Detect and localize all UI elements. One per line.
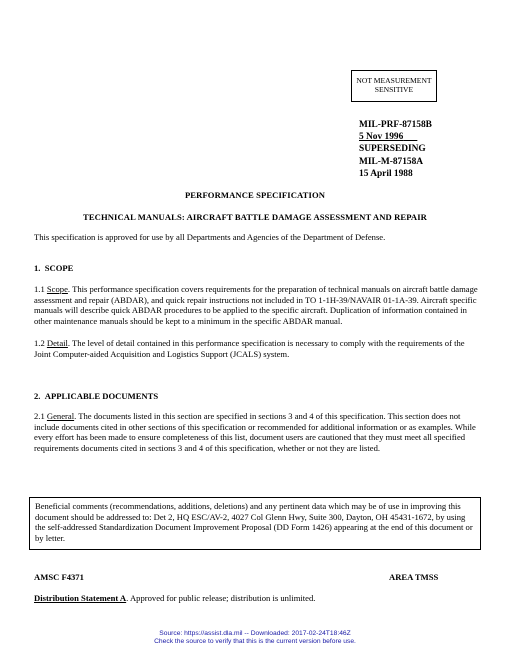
approval-paragraph: This specification is approved for use by all Departments and Agencies of the Department of Defense.: [34, 232, 386, 242]
beneficial-comments-box: [29, 497, 481, 550]
section-1-number: 1.: [34, 263, 41, 273]
p12-number: 1.2: [34, 338, 45, 348]
comment-box-text: Beneficial comments (recommendations, additions, deletions) and any pertinent data which may be of use in improving this document should be addressed to: Det 2, HQ ESC/AV-2, 4027 Col Glenn Hwy, Suite 300, Dayton, OH 45431-1672, by using the self-addressed Standardization Document Improvement Proposal (DD Form 1426) appearing at the end of this document or by letter.: [35, 501, 473, 543]
p11-number: 1.1: [34, 284, 45, 294]
p11-title: Scope: [46, 284, 68, 294]
section-2-heading: [34, 391, 158, 402]
superseded-date: 15 April 1988: [359, 168, 413, 179]
section-1-title: SCOPE: [44, 263, 74, 273]
paragraph-2-1: [34, 411, 480, 453]
p21-text: . The documents listed in this section are specified in sections 3 and 4 of this specification. This section does not include documents cited in other sections of this specification or recommended for additional information or as examples. While every effort has been made to ensure completeness of this list, document users are cautioned that they must meet all specified requirements documents cited in sections 3 and 4 of this specification, whether or not they are listed.: [34, 411, 476, 453]
section-1-heading: [34, 263, 73, 274]
p11-text: . This performance specification covers requirements for the preparation of technical manuals on aircraft battle damage assessment and repair (ABDAR), and quick repair instructions not included in TO 1-1H-39/NAVAIR 01-1A-39. Aircraft specific manuals will describe quick ABDAR procedures to be applied to the specific aircraft. Duplication of information contained in other maintenance manuals should be kept to a minimum in the specific ABDAR manual.: [34, 284, 478, 326]
doc-number: MIL-PRF-87158B: [359, 120, 432, 130]
source-line-2: Check the source to verify that this is the current version before use.: [154, 638, 356, 645]
source-line-1: Source: https://assist.dla.mil -- Downloaded: 2017-02-24T18:46Z: [159, 630, 351, 637]
area-code: AREA TMSS: [389, 572, 439, 582]
spec-title: TECHNICAL MANUALS: AIRCRAFT BATTLE DAMAGE ASSESSMENT AND REPAIR: [83, 212, 427, 222]
source-stamp: [0, 630, 510, 646]
p21-title: General: [46, 411, 75, 421]
distribution-label: Distribution Statement A: [34, 593, 127, 603]
p12-title: Detail: [46, 338, 68, 348]
amsc-number: AMSC F4371: [34, 572, 84, 582]
measurement-sensitivity-box: [351, 70, 437, 102]
nms-line1: NOT MEASUREMENT: [356, 76, 432, 85]
paragraph-1-1: [34, 284, 480, 326]
distribution-text: . Approved for public release; distribution is unlimited.: [126, 593, 316, 603]
p21-number: 2.1: [34, 411, 45, 421]
superseded-doc: MIL-M-87158A: [359, 156, 424, 167]
paragraph-1-2: [34, 338, 480, 359]
superseding-label: SUPERSEDING: [359, 144, 426, 155]
document-id-block: [359, 119, 432, 180]
nms-line2: SENSITIVE: [374, 85, 414, 95]
doc-date: 5 Nov 1996: [359, 132, 404, 143]
distribution-statement: [34, 593, 315, 604]
section-2-title: APPLICABLE DOCUMENTS: [44, 391, 159, 401]
p12-text: . The level of detail contained in this performance specification is necessary to comply with the requirements of the Joint Computer-aided Acquisition and Logistics Support (JCALS) system.: [34, 338, 465, 359]
section-2-number: 2.: [34, 391, 41, 401]
spec-type-title: PERFORMANCE SPECIFICATION: [184, 190, 326, 200]
